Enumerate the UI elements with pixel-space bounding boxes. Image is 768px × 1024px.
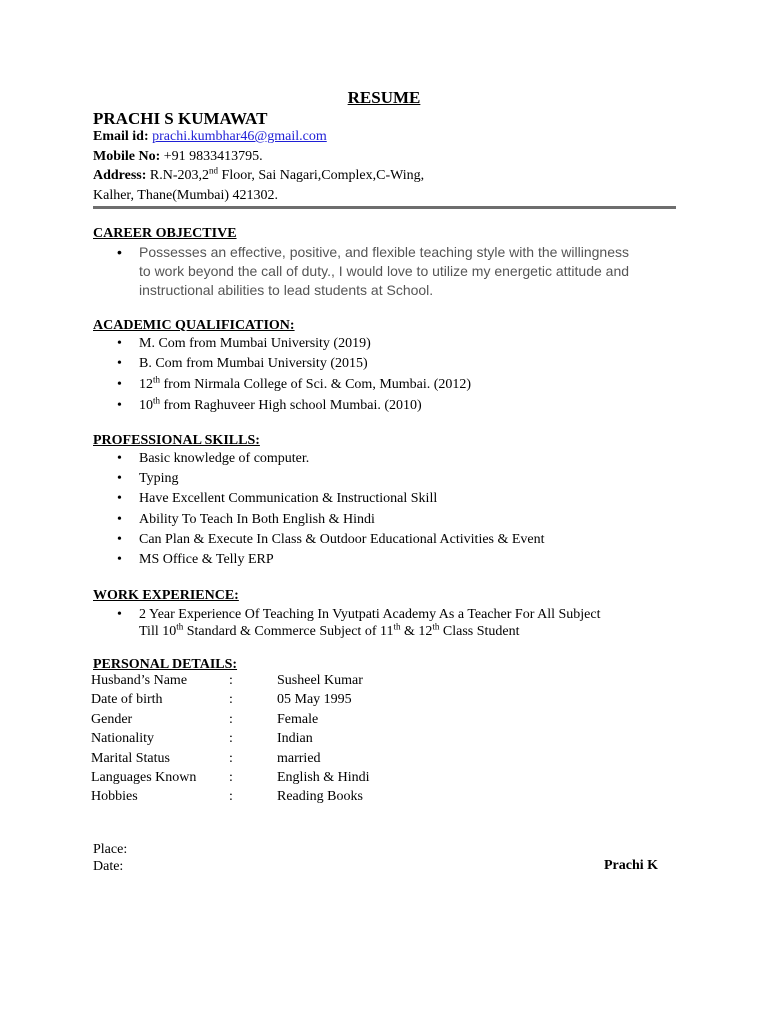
list-item xyxy=(93,471,693,491)
header-divider xyxy=(93,206,676,209)
academic-heading: ACADEMIC QUALIFICATION: xyxy=(93,318,295,333)
list-item xyxy=(93,491,693,512)
detail-separator: : xyxy=(229,692,233,708)
skill-text: MS Office & Telly ERP xyxy=(139,551,274,567)
career-objective-list xyxy=(93,243,633,300)
skill-text: Can Plan & Execute In Class & Outdoor Educational Activities & Event xyxy=(139,531,545,547)
place-label: Place: xyxy=(93,842,128,857)
bullet-icon: • xyxy=(117,377,122,392)
work-line-2a: Till 10 xyxy=(139,624,177,639)
table-row xyxy=(91,673,370,692)
table-row xyxy=(91,751,370,770)
table-row xyxy=(91,692,370,711)
academic-item-sup: th xyxy=(153,395,161,406)
academic-list xyxy=(93,336,653,419)
list-item xyxy=(93,512,693,532)
list-item xyxy=(93,374,653,398)
mobile-value: +91 9833413795. xyxy=(163,149,263,164)
detail-separator: : xyxy=(229,789,233,805)
work-line-2c: & 12 xyxy=(400,624,433,639)
list-item xyxy=(93,532,693,552)
detail-separator: : xyxy=(229,750,233,766)
detail-label: Marital Status xyxy=(91,750,170,766)
detail-label: Languages Known xyxy=(91,769,197,785)
bullet-icon: • xyxy=(117,491,122,506)
resume-title: RESUME xyxy=(347,88,421,107)
candidate-name: PRACHI S KUMAWAT xyxy=(93,109,268,128)
table-row xyxy=(91,770,370,789)
work-line-2b: Standard & Commerce Subject of 11 xyxy=(183,624,394,639)
detail-value: Susheel Kumar xyxy=(277,673,363,688)
work-experience-heading: WORK EXPERIENCE: xyxy=(93,588,239,603)
detail-separator: : xyxy=(229,769,233,785)
signature-name: Prachi K xyxy=(604,858,659,873)
skill-text: Basic knowledge of computer. xyxy=(139,451,310,466)
list-item xyxy=(93,356,653,377)
bullet-icon: • xyxy=(117,451,122,466)
detail-value: 05 May 1995 xyxy=(277,692,352,708)
academic-item-sup: th xyxy=(153,374,161,385)
academic-item-rest: from Nirmala College of Sci. & Com, Mumbai. (2012) xyxy=(160,377,472,392)
address-post: Floor, Sai Nagari,Complex,C-Wing, xyxy=(218,168,425,183)
detail-value: Female xyxy=(277,711,319,727)
list-item xyxy=(93,336,653,356)
skill-text: Have Excellent Communication & Instructional Skill xyxy=(139,491,438,506)
detail-label: Nationality xyxy=(91,731,154,747)
detail-label: Gender xyxy=(91,711,133,727)
work-line-2d: Class Student xyxy=(439,624,520,639)
bullet-icon: • xyxy=(117,607,122,622)
personal-details-table xyxy=(91,673,370,809)
skill-text: Ability To Teach In Both English & Hindi xyxy=(139,511,375,527)
table-row xyxy=(91,789,370,808)
skills-heading: PROFESSIONAL SKILLS: xyxy=(93,433,260,448)
personal-details-heading: PERSONAL DETAILS: xyxy=(93,657,238,672)
list-item xyxy=(93,243,633,300)
bullet-icon: • xyxy=(117,551,122,567)
bullet-icon: • xyxy=(117,531,122,547)
academic-item-text: 10 xyxy=(139,398,153,413)
list-item xyxy=(93,606,713,640)
address-label: Address: xyxy=(93,168,147,183)
skills-list xyxy=(93,451,693,572)
detail-value: Indian xyxy=(277,731,313,747)
academic-item-rest: from Raghuveer High school Mumbai. (2010) xyxy=(160,398,422,413)
email-line xyxy=(93,129,327,145)
academic-item-text: M. Com from Mumbai University (2019) xyxy=(139,336,371,351)
skill-text: Typing xyxy=(139,471,179,486)
table-row xyxy=(91,731,370,750)
address-sup: nd xyxy=(209,165,219,176)
bullet-icon: • xyxy=(117,356,122,371)
mobile-label: Mobile No: xyxy=(93,149,161,164)
work-sup-2: th xyxy=(393,621,401,632)
detail-label: Husband’s Name xyxy=(91,673,188,688)
academic-item-text: 12 xyxy=(139,377,153,392)
bullet-icon: • xyxy=(117,511,122,527)
list-item xyxy=(93,552,693,572)
work-sup-1: th xyxy=(176,621,184,632)
career-objective-text: Possesses an effective, positive, and flexible teaching style with the willingness to work beyond the call of duty., I would love to utilize my energetic attitude and instructional abilities to lead students at School. xyxy=(139,244,630,298)
detail-value: married xyxy=(277,750,321,766)
list-item xyxy=(93,395,653,419)
detail-label: Hobbies xyxy=(91,789,138,805)
bullet-icon: • xyxy=(117,398,122,413)
career-objective-heading: CAREER OBJECTIVE xyxy=(93,226,237,241)
academic-item-text: B. Com from Mumbai University (2015) xyxy=(139,356,368,371)
detail-value: Reading Books xyxy=(277,789,363,805)
detail-separator: : xyxy=(229,731,233,747)
address-pre: R.N-203,2 xyxy=(149,168,210,183)
date-label: Date: xyxy=(93,859,124,874)
detail-value: English & Hindi xyxy=(277,769,370,785)
work-sup-3: th xyxy=(432,621,440,632)
list-item xyxy=(93,451,693,471)
work-experience-list xyxy=(93,606,713,640)
bullet-icon: • xyxy=(117,244,122,260)
bullet-icon: • xyxy=(117,336,122,351)
bullet-icon: • xyxy=(117,471,122,486)
table-row xyxy=(91,712,370,731)
detail-separator: : xyxy=(229,711,233,727)
detail-separator: : xyxy=(229,673,233,688)
address-line-2: Kalher, Thane(Mumbai) 421302. xyxy=(93,188,279,203)
email-label: Email id: xyxy=(93,129,149,144)
mobile-line xyxy=(93,149,263,165)
email-link[interactable]: prachi.kumbhar46@gmail.com xyxy=(152,129,327,144)
address-line xyxy=(93,165,425,184)
work-line-1: 2 Year Experience Of Teaching In Vyutpati Academy As a Teacher For All Subject xyxy=(139,607,601,622)
detail-label: Date of birth xyxy=(91,692,163,708)
